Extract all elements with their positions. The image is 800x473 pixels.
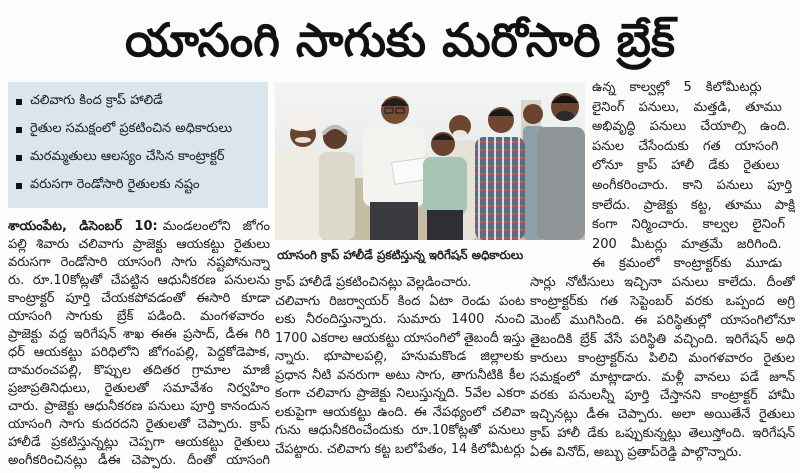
text-line: యాసంగి సాగుకు బ్రేక్ పడింది. మంగళవారం [8, 309, 265, 324]
highlight-text: వరుసగా రెండోసారి రైతులకు నష్టం [30, 177, 200, 192]
text-line: యాసంగి సాగు కుదరదని రైతులతో చెప్పారు. క్రాప్ [8, 417, 270, 432]
text-line: అంగీకరించినట్లు డీఈ చెప్పారు. దీంతో యాసంగి [8, 453, 270, 468]
highlight-item [16, 172, 260, 200]
text-line: అంగీకరించారు. కాని పనులు పూర్తి [592, 177, 793, 193]
text-line: ఇచ్చినట్లు డీఈ చెప్పారు. అలా అయితేనే రైతులు [530, 407, 795, 423]
highlights-box [8, 82, 268, 208]
text-line: పల్లి శివారు చలివాగు ప్రాజెక్టు ఆయకట్టు రైతులు [8, 237, 270, 252]
text-line: చారు. ప్రాజెక్టు ఆధునీకరణ పనులు పూర్తి కానందున [8, 399, 270, 414]
text-line: చేపట్టారు. చలివాగు కట్ట బలోపేతం, 14 కిలోమీటర్లు [275, 441, 525, 457]
square-bullet-icon [16, 127, 22, 133]
text-line: ఉన్న కాల్వల్లో 5 కిలోమీటర్లు [592, 80, 762, 95]
text-line: వరుసగా రెండోసారి యాసంగి సాగు నష్టపోనున్నా [8, 255, 270, 270]
dateline: శాయంపేట, డిసెంబర్ 10: [8, 219, 158, 234]
square-bullet-icon [16, 155, 22, 161]
text-line: కంగా చలివాగు ప్రాజెక్టు నిలుస్తున్నది. 5వేల ఎకరా [275, 386, 525, 401]
text-line [8, 218, 270, 236]
square-bullet-icon [16, 99, 22, 105]
text-line: వరకు పనులన్నీ పూర్తి చేస్తానని కాంట్రాక్టర్ హామీ [530, 388, 795, 404]
text-line: ధర్ ఆయకట్టు పరిధిలోని జోగంపల్లి, పెద్దకోడెపాక, [8, 345, 270, 360]
highlight-item [16, 116, 260, 144]
text-line: కాంట్రాక్టర్‌కు గత సెప్టెంబర్ వరకు ఒప్పంద అగ్రి [530, 293, 795, 309]
highlight-text: చలివాగు కింద క్రాప్ హాలిడే [30, 93, 163, 108]
highlight-item [16, 144, 260, 172]
text-line: లైనింగ్ పనులు, మత్తడి, తూము [592, 99, 782, 115]
headline [0, 6, 800, 74]
text-line: లకు నీరందిస్తున్నారు. సుమారు 1400 నుంచి [275, 312, 525, 327]
square-bullet-icon [16, 183, 22, 189]
text-line: అభివృద్ధి పనులు చేయాల్సి ఉంది. [592, 119, 791, 135]
text-line: గును ఆధునీకరించేందుకు రూ.10కోట్లతో పనులు [275, 423, 525, 438]
article-column-left [8, 218, 270, 473]
photo-caption-text: యాసంగి క్రాప్ హాలీడే ప్రకటిస్తున్న ఇరిగేషన్ అధికారులు [277, 248, 524, 262]
text-line: సమక్షంలో మాట్లాడారు. మళ్లీ వానలు పడే జూన్ [530, 369, 795, 385]
text-line: ప్రధాన నీటి వనరుగా అటు సాగు, తాగునీటికి కీల [275, 367, 525, 383]
article-column-right-bottom [530, 274, 795, 469]
article-column-right-top [592, 78, 795, 276]
text-line: 200 మీటర్లు మాత్రమే జరిగింది. [592, 236, 782, 252]
highlight-text: మరమ్మతులు ఆలస్యం చేసిన కాంట్రాక్టర్ [30, 149, 225, 164]
text-line: మెంట్ ముగిసింది. ఈ పరిస్థితుల్లో యాసంగిలోనూ [530, 312, 795, 328]
text-line: ప్రజాప్రతినిధులు, రైతులతో సమావేశం నిర్వహిం [8, 381, 270, 396]
text-line: చలివాగు రిజర్వాయర్ కింద ఏటా రెండు పంట [275, 293, 525, 309]
text-line: 1700 ఎకరాల ఆయకట్టు యాసంగిలో తైబందీ ఇస్తు [275, 330, 525, 346]
text-line: కారులు కాంట్రాక్టర్‌ను పిలిచి మంగళవారం రైతుల [530, 350, 795, 366]
news-photo [275, 82, 585, 240]
text-line: ఈ క్రమంలో కాంట్రాక్టర్‌కు మూడు [592, 256, 783, 272]
text-line: కాలేదు. ప్రాజెక్టు కట్ట, తూము పాక్షి [592, 197, 795, 213]
text-line: లోనూ క్రాప్ హాలీ డేకు రైతులు [592, 158, 780, 174]
photo-caption [275, 244, 525, 264]
article-column-middle [275, 274, 525, 464]
highlight-item [16, 88, 260, 116]
highlight-text: రైతుల సమక్షంలో ప్రకటించిన అధికారులు [30, 121, 233, 136]
headline-text: యాసంగి సాగుకు మరోసారి బ్రేక్ [124, 13, 676, 67]
text-line: తైబందికి బ్రేక్ వేసే పరిస్థితి వచ్చింది. ఇరిగేషన్ అధి [530, 331, 795, 347]
text-line: న్నారు. భూపాలపల్లి, హనుమకొండ జిల్లాలకు [275, 349, 524, 364]
text-line: రు. రూ.10కోట్లతో చేపట్టిన ఆధునీకరణ పనులను [8, 273, 270, 288]
text-line: ఏఈ వినోద్, అబ్బు ప్రతాప్‌రెడ్డి పాల్గొన్నారు. [530, 445, 743, 461]
text-line: ప్రాజెక్టు వద్ద ఇరిగేషన్ శాఖ ఈఈ ప్రసాద్, డీఈ గిరి [8, 327, 270, 342]
news-photo-image [275, 82, 585, 240]
text-line: లకుపైగా ఆయకట్టు ఉంది. ఈ నేపథ్యంలో చలివా [275, 404, 525, 420]
text-line: క్రాప్ హాలీ డేకు ఒప్పుకున్నట్లు తెలుస్తోంది. ఇరిగేషన్ [530, 426, 795, 442]
text-line: కంగా నిర్మించారు. కాల్వల లైనింగ్ [592, 217, 785, 233]
text-line: కాంట్రాక్టర్ పూర్తి చేయకపోవడంతో ఈసారి కూడా [8, 291, 270, 306]
text-line: దామరంచపల్లి, కొప్పుల తదితర గ్రామాల మాజీ [8, 363, 270, 378]
text-line-start: మండలంలోని జోగం [162, 219, 270, 234]
text-line: సార్లు నోటీసులు ఇచ్చినా పనులు కాలేదు. దీంతో [530, 275, 795, 290]
text-line: హాలీడే ప్రకటిస్తున్నట్లు చెప్పగా ఆయకట్టు రైతులు [8, 435, 270, 450]
text-line: క్రాప్ హాలీడే ప్రకటించినట్లు వెల్లడించారు. [275, 275, 472, 290]
text-line: పనుల చేసేందుకు గత యాసంగి [592, 138, 779, 154]
